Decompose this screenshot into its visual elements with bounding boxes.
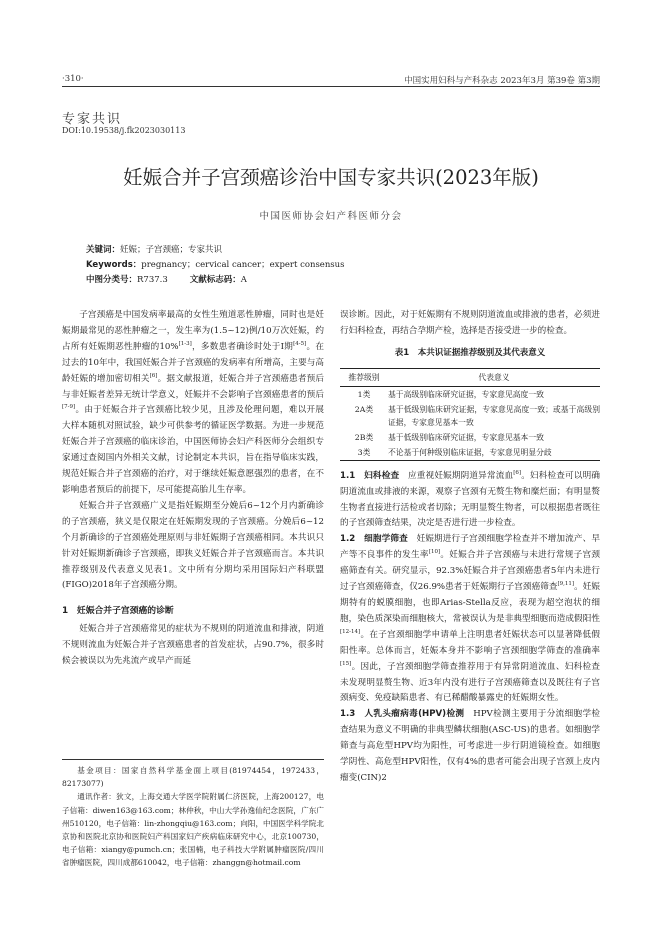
text: 。由于妊娠合并子宫颈癌比较少见，且涉及伦理问题，难以开展大样本随机对照试验，缺少可供参考的循证医学数据。为进一步规范妊娠合并子宫颈癌的临床诊治，中国医师协会妇产科医师分会组织专家通过查阅国内外相关文献，讨论制定本共识，旨在指导临床实践，规范妊娠合并子宫颈癌的治疗，对于继续妊娠意愿强烈的患者，在不影响患者预后的前提下，尽可能提高胎儿生存率。 <box>62 405 324 495</box>
table-caption: 表1 本共识证据推荐级别及其代表意义 <box>394 347 546 358</box>
correspondence: 通讯作者：狄文，上海交通大学医学院附属仁济医院，上海200127，电子信箱：diwen163@163.com；林仲秋，中山大学孙逸仙纪念医院，广东广州510120，电子信箱：lin-zhongqiu@163.com；向阳，中国医学科学院北京协和医院北京协和医院妇产科国家妇产疾病临床研究中心，北京100730，电子信箱：xiangy@pumch.cn；张国楠，电子科技大学附属肿瘤医院/四川省肿瘤医院，四川成都610042，电子信箱：zhanggn@hotmail.com <box>62 792 324 868</box>
keywords-en <box>86 258 345 270</box>
keywords-cn-value: 妊娠；子宫颈癌；专家共识 <box>120 245 223 255</box>
header-cell: 推荐级别 <box>348 372 380 382</box>
column-label: 专家共识 <box>62 112 123 127</box>
text: 。因此，子宫颈细胞学筛查推荐用于有异常阴道流血、妇科检查未发现明显赘生物、近3年内没有进行子宫颈癌筛查以及既往有子宫颈病变、免疫缺陷患者、有已稀醋酸暴露史的妊娠期女性。 <box>340 661 600 704</box>
table-1 <box>340 346 600 461</box>
header-rule <box>62 86 600 87</box>
section-1-2-lead: 1.2 细胞学筛查 <box>340 534 408 545</box>
citation[interactable]: [9,11] <box>557 581 575 588</box>
level-cell: 1类 <box>357 389 371 399</box>
page-number: ·310· <box>62 74 84 84</box>
table-header-row <box>340 368 600 386</box>
evidence-table <box>340 368 600 461</box>
text: 。妇科检查可以明确阴道流血或排液的来源，观察子宫颈有无赘生物和糜烂面；有明显赘生物者直接进行活检或者切除；无明显赘生物者，可以根据患者既往的子宫颈筛查结果，决定是否进行进一步检查。 <box>340 470 600 529</box>
table-row <box>340 430 600 445</box>
header-cell: 代表意义 <box>478 372 510 382</box>
section-1-paragraph: 妊娠合并子宫颈癌常见的症状为不规则的阴道流血和排液，阴道不规则流血为妊娠合并子宫颈癌患者的首发症状，占90.7%，很多时候会被误以为先兆流产或早产而延 <box>62 624 324 667</box>
text: HPV检测主要用于分流细胞学检查结果为意义不明确的非典型鳞状细胞(ASC-US)的患者。如细胞学筛查与高危型HPV均为阳性，可考虑进一步行阴道镜检查。如细胞学阴性、高危型HPV阳性，仅有4%的患者可能会出现子宫颈上皮内瘤变(CIN)2 <box>340 709 600 783</box>
meaning-cell: 不论基于何种级别临床证据，专家意见明显分歧 <box>388 447 552 457</box>
text: 。在过去的10年中，我国妊娠合并子宫颈癌的发病率有所增高，主要与高龄妊娠的增加密切相关 <box>62 341 324 384</box>
meaning-cell: 基于低级别临床研究证据，专家意见高度一致；或基于高级别证据，专家意见基本一致 <box>388 404 600 427</box>
citation[interactable]: [4-5] <box>293 340 307 347</box>
text: 。妊娠合并子宫颈癌与未进行常规子宫颈癌筛查有关。研究显示，92.3%妊娠合并子宫颈癌患者5年内未进行过子宫颈癌筛查，仅26.9%患者于妊娠期行子宫颈癌筛查 <box>340 550 600 593</box>
meaning-cell: 基于高级别临床研究证据，专家意见高度一致 <box>388 389 544 399</box>
keywords-cn <box>86 243 222 255</box>
citation[interactable]: [6] <box>513 469 522 476</box>
left-column <box>62 308 324 670</box>
section-1-3-lead: 1.3 人乳头瘤病毒(HPV)检测 <box>340 709 465 720</box>
text: 。在子宫颈细胞学申请单上注明患者妊娠状态可以显著降低假阳性率。总体而言，妊娠本身并不影响子宫颈细胞学筛查的准确率 <box>340 629 600 656</box>
citation[interactable]: [6] <box>149 372 158 379</box>
level-cell: 3类 <box>357 447 371 457</box>
continued-paragraph: 误诊断。因此，对于妊娠期有不规则阴道流血或排液的患者，必须进行妇科检查，再结合孕期产检，选择是否接受进一步的检查。 <box>340 310 600 336</box>
table-row <box>340 402 600 430</box>
level-cell: 2B类 <box>354 432 374 442</box>
doc-code-value: A <box>240 275 247 285</box>
classification <box>86 273 247 285</box>
author: 中国医师协会妇产科医师分会 <box>259 211 403 222</box>
doi[interactable]: DOI:10.19538/j.fk2023030113 <box>62 126 186 135</box>
section-1-3 <box>340 707 600 787</box>
clc-value: R737.3 <box>137 275 168 285</box>
table-row <box>340 386 600 402</box>
funding: 基金项目：国家自然科学基金面上项目(81974454，1972433，82173077) <box>62 766 324 789</box>
text: ，多数患者确诊时处于Ⅰ期 <box>191 341 294 352</box>
doc-code-label: 文献标志码： <box>189 275 241 285</box>
journal-header: 中国实用妇科与产科杂志 2023年3月 第39卷 第3期 <box>404 76 600 86</box>
text: 。妊娠期特有的蜕膜细胞，也即Arias-Stella反应，表现为超空泡状的细胞，染色质深染而细胞核大，常被误认为是非典型细胞而造成假阳性 <box>340 582 600 624</box>
text: 妊娠期进行子宫颈细胞学检查并不增加流产、早产等不良事件的发生率 <box>340 534 600 561</box>
section-1-1 <box>340 469 600 533</box>
level-cell: 2A类 <box>354 404 374 414</box>
section-1-2 <box>340 532 600 707</box>
keywords-en-value: pregnancy；cervical cancer；expert consensus <box>141 260 345 270</box>
citation[interactable]: [10] <box>428 549 441 556</box>
text: 。据文献报道，妊娠合并子宫颈癌患者预后与非妊娠者差异无统计学意义，妊娠并不会影响子宫颈癌患者的预后 <box>62 373 324 400</box>
section-1-1-lead: 1.1 妇科检查 <box>340 470 400 481</box>
intro-paragraph-1 <box>62 308 324 499</box>
footnote <box>62 764 324 870</box>
section-1-title: 1 妊娠合并子宫颈癌的诊断 <box>62 606 174 617</box>
article-title: 妊娠合并子宫颈癌诊治中国专家共识(2023年版) <box>123 166 539 189</box>
meaning-cell: 基于低级别临床研究证据，专家意见基本一致 <box>388 432 544 442</box>
keywords-en-label: Keywords： <box>86 260 142 270</box>
citation[interactable]: [15] <box>340 660 352 667</box>
citation[interactable]: [1-3] <box>178 340 192 347</box>
text: 应重视妊娠期阴道异常流血 <box>408 470 514 481</box>
table-row <box>340 445 600 461</box>
keywords-cn-label: 关键词： <box>86 245 121 255</box>
citation[interactable]: [12-14] <box>340 628 361 635</box>
clc-label: 中图分类号： <box>86 275 138 285</box>
intro-paragraph-2: 妊娠合并子宫颈癌广义是指妊娠期至分娩后6~12个月内新确诊的子宫颈癌，狭义是仅限定在妊娠期发现的子宫颈癌。分娩后6~12个月新确诊的子宫颈癌处理原则与非妊娠期子宫颈癌相同。本共识只针对妊娠期新确诊子宫颈癌，即狭义妊娠合并子宫颈癌而言。本共识推荐级别及代表意义见表1。文中所有分期均采用国际妇产科联盟(FIGO)2018年子宫颈癌分期。 <box>62 500 324 591</box>
right-column <box>340 308 600 787</box>
text: 子宫颈癌是中国发病率最高的女性生殖道恶性肿瘤，同时也是妊娠期最常见的恶性肿瘤之一，发生率为(1.5~12)例/10万次妊娠，约占所有妊娠期恶性肿瘤的10% <box>62 310 324 352</box>
footnote-rule <box>62 759 324 760</box>
citation[interactable]: [7-9] <box>62 404 76 411</box>
